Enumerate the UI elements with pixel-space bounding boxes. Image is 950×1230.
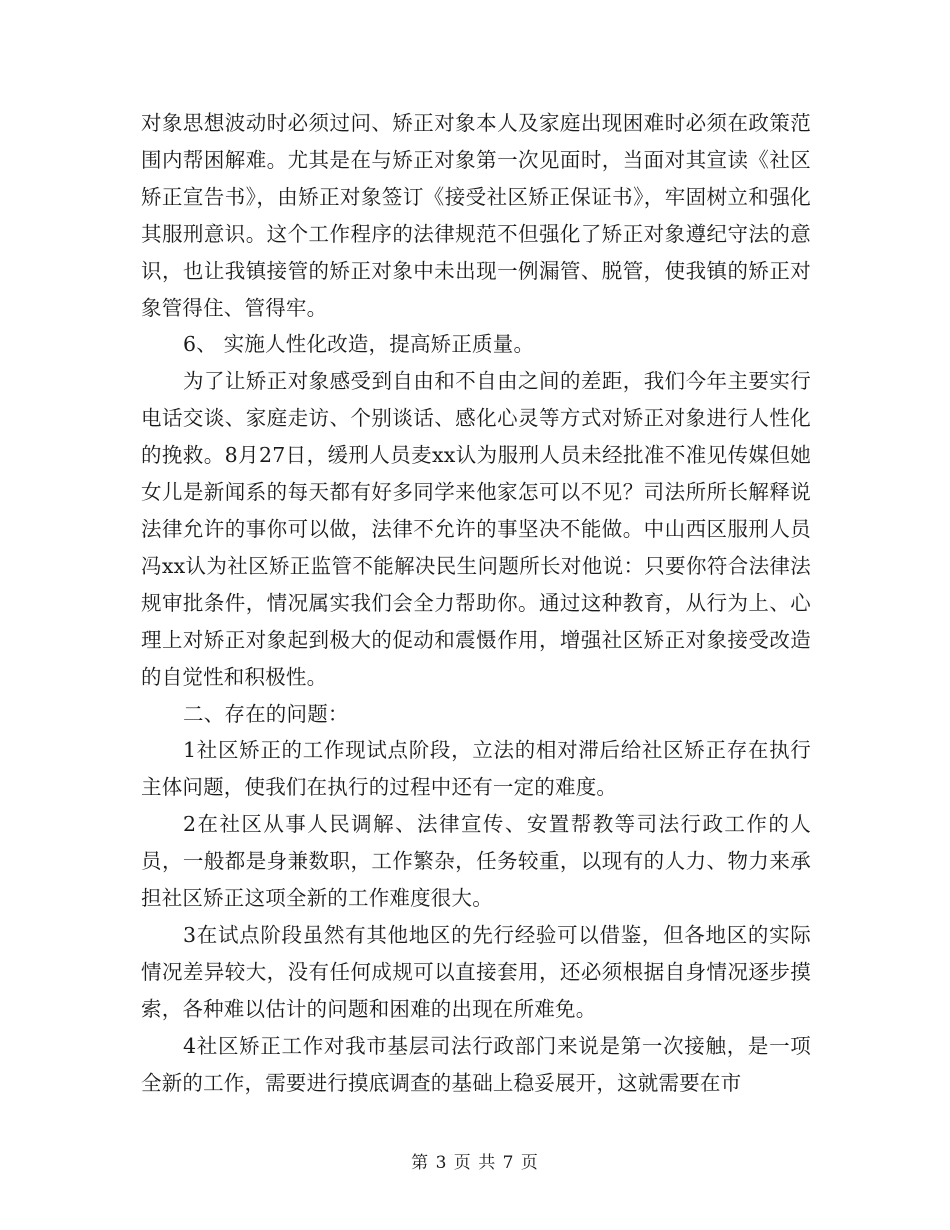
paragraph-problem-4: 4社区矫正工作对我市基层司法行政部门来说是第一次接触，是一项全新的工作，需要进行摸底调查的基础上稳妥展开，这就需要在市 (141, 1033, 811, 1095)
paragraph-continuation: 对象思想波动时必须过问、矫正对象本人及家庭出现困难时必须在政策范围内帮困解难。尤其是在与矫正对象第一次见面时，当面对其宣读《社区矫正宣告书》，由矫正对象签订《接受社区矫正保证书》，牢固树立和强化其服刑意识。这个工作程序的法律规范不但强化了矫正对象遵纪守法的意识，也让我镇接管的矫正对象中未出现一例漏管、脱管，使我镇的矫正对象管得住、管得牢。 (141, 111, 811, 320)
paragraph-problem-1: 1社区矫正的工作现试点阶段，立法的相对滞后给社区矫正存在执行主体问题，使我们在执行的过程中还有一定的难度。 (141, 738, 811, 800)
section-heading-problems: 二、存在的问题： (183, 701, 349, 726)
page-number-footer: 第 3 页 共 7 页 (411, 1153, 539, 1173)
paragraph-problem-3: 3在试点阶段虽然有其他地区的先行经验可以借鉴，但各地区的实际情况差异较大，没有任何成规可以直接套用，还必须根据自身情况逐步摸索，各种难以估计的问题和困难的出现在所难免。 (141, 922, 811, 1021)
paragraph-problem-2: 2在社区从事人民调解、法律宣传、安置帮教等司法行政工作的人员，一般都是身兼数职，工作繁杂，任务较重，以现有的人力、物力来承担社区矫正这项全新的工作难度很大。 (141, 812, 811, 911)
paragraph-heading-6: 6、 实施人性化改造，提高矫正质量。 (183, 332, 535, 357)
paragraph-humanized-reform: 为了让矫正对象感受到自由和不自由之间的差距，我们今年主要实行电话交谈、家庭走访、个别谈话、感化心灵等方式对矫正对象进行人性化的挽救。8月27日，缓刑人员麦xx认为服刑人员未经批准不准见传媒但她女儿是新闻系的每天都有好多同学来他家怎可以不见？司法所所长解释说法律允许的事你可以做，法律不允许的事坚决不能做。中山西区服刑人员冯xx认为社区矫正监管不能解决民生问题所长对他说：只要你符合法律法规审批条件，情况属实我们会全力帮助你。通过这种教育，从行为上、心理上对矫正对象起到极大的促动和震慑作用，增强社区矫正对象接受改造的自觉性和积极性。 (141, 369, 811, 689)
document-body (141, 105, 811, 1101)
